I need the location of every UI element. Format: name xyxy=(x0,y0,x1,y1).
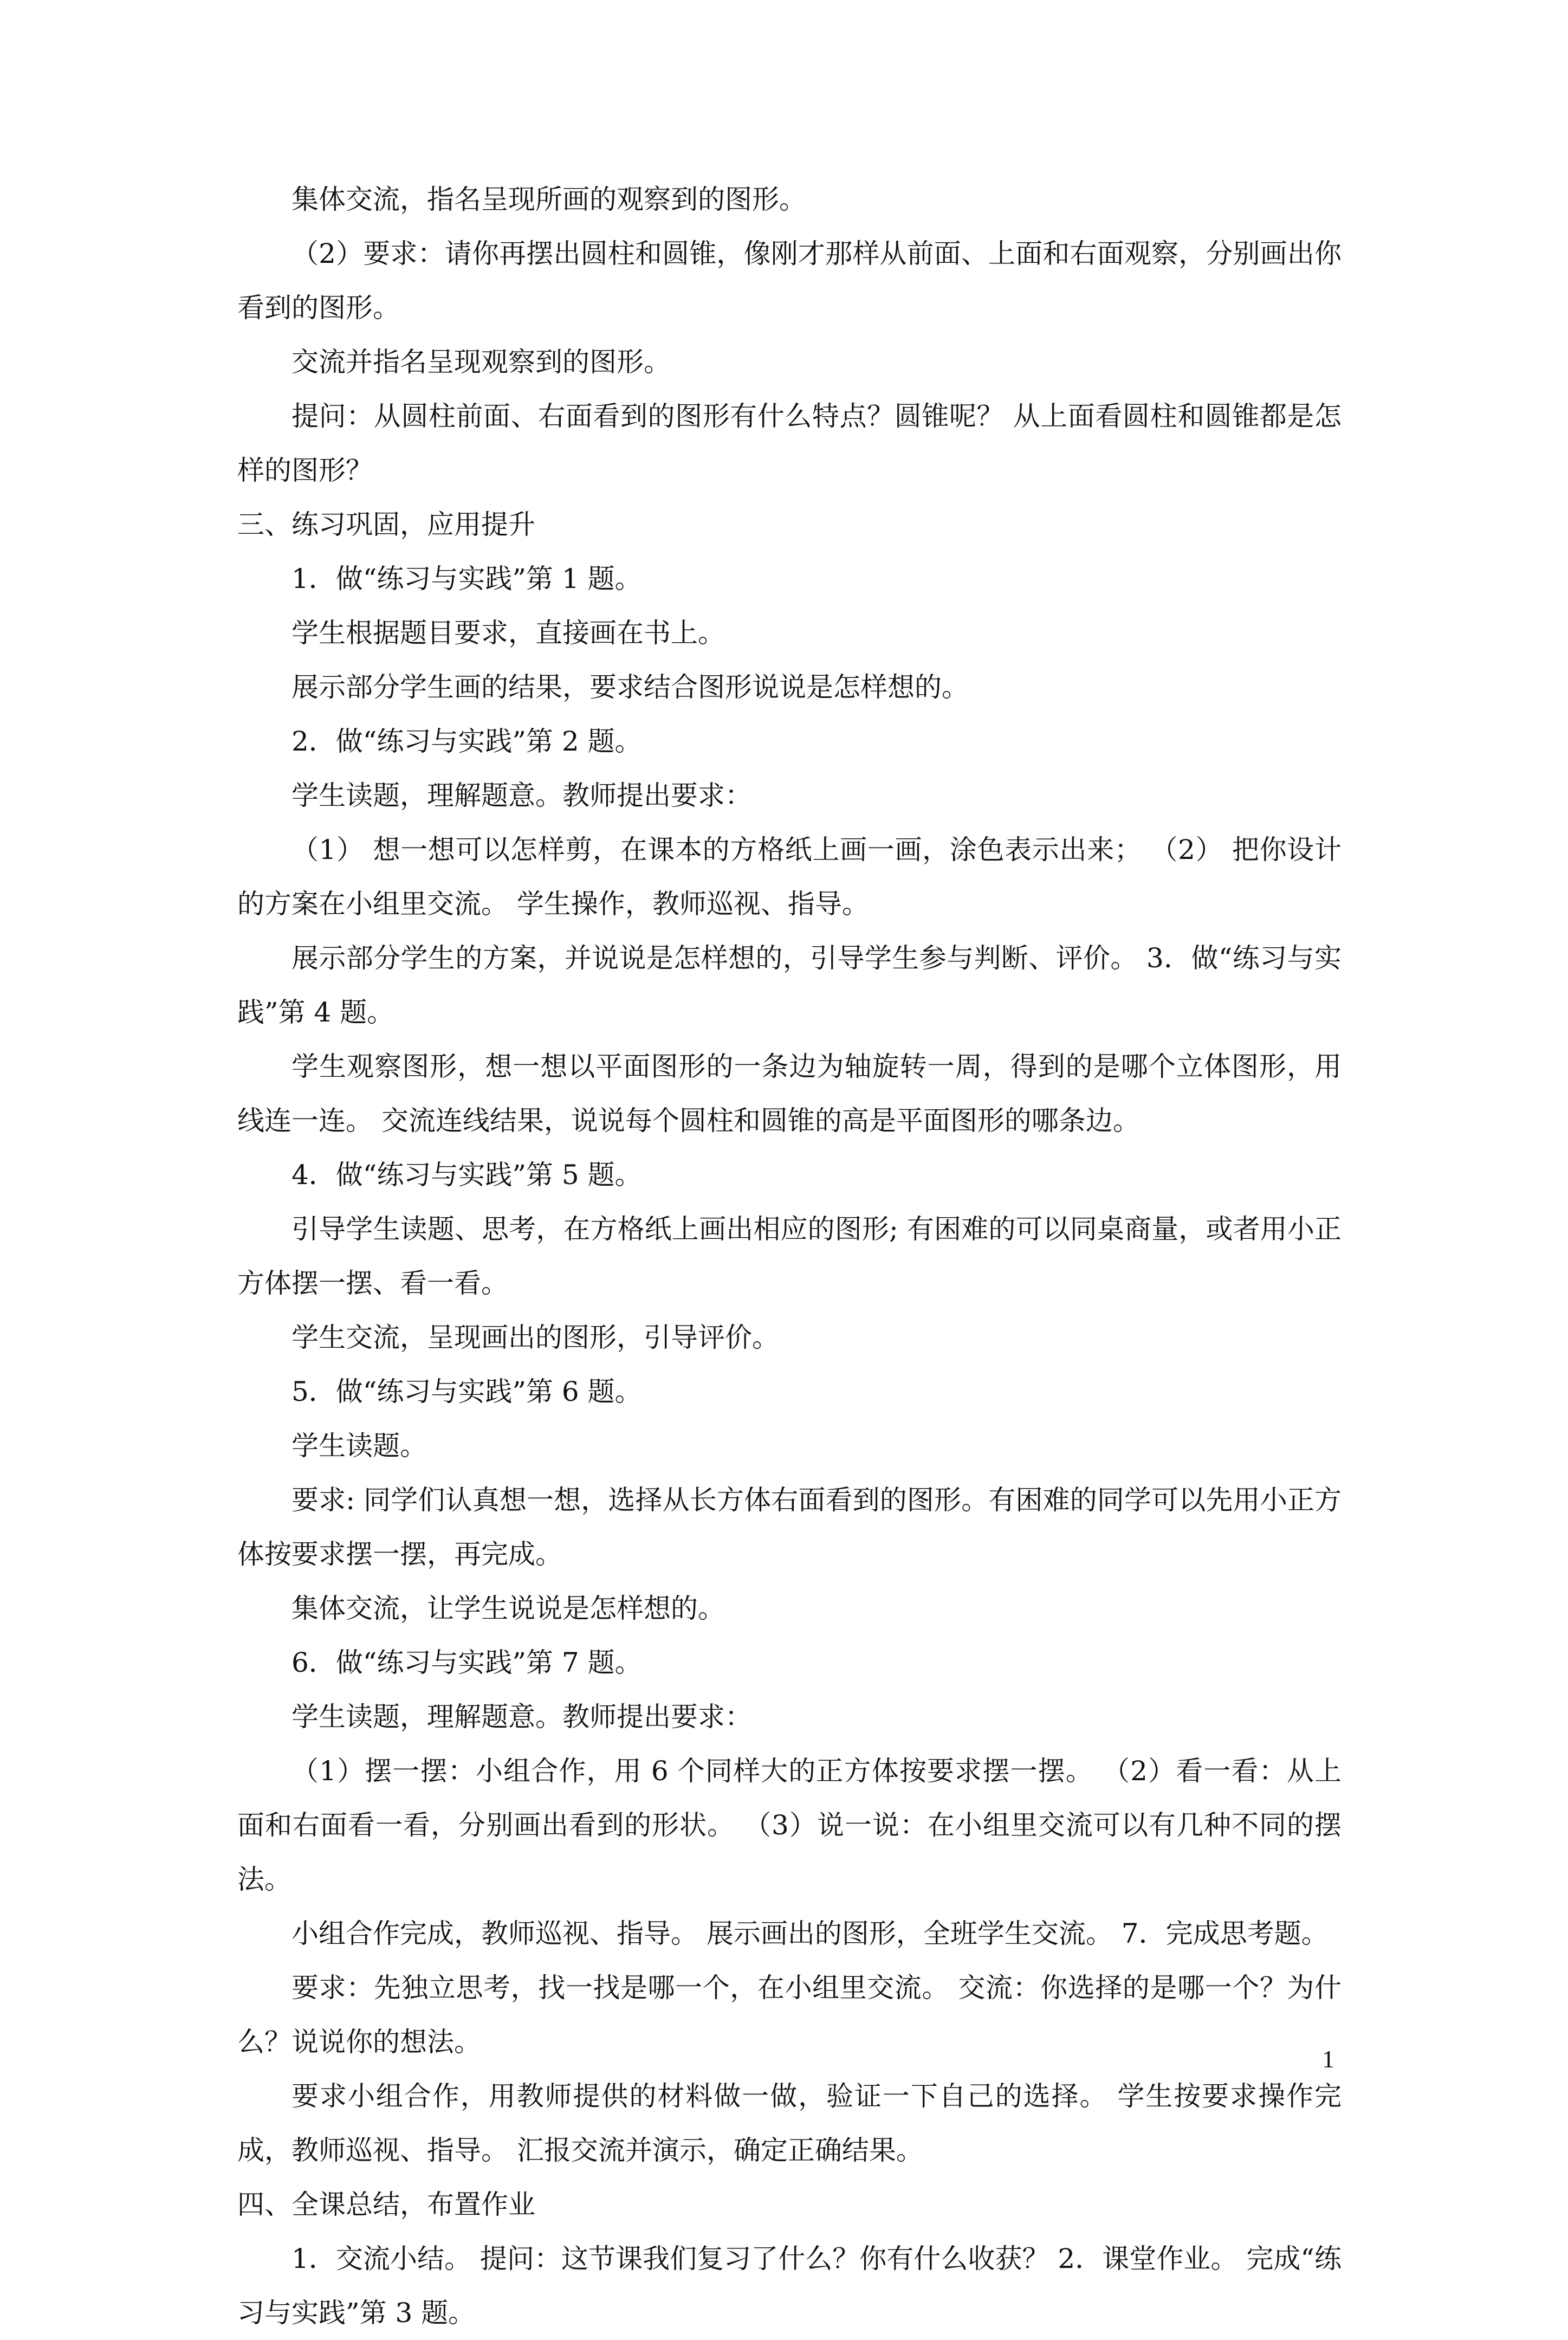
paragraph: 学生读题，理解题意。教师提出要求： xyxy=(291,1701,752,1733)
paragraph: 学生根据题目要求，直接画在书上。 xyxy=(291,617,725,649)
paragraph: 要求：先独立思考，找一找是哪一个，在小组里交流。 交流：你选择的是哪一个？为什么？说说你的想法。 xyxy=(237,1972,1342,2058)
paragraph: 集体交流，让学生说说是怎样想的。 xyxy=(291,1593,725,1624)
paragraph: 学生读题。 xyxy=(291,1430,427,1462)
section-heading: 四、全课总结，布置作业 xyxy=(237,2189,535,2220)
paragraph: 小组合作完成，教师巡视、指导。 展示画出的图形，全班学生交流。 7．完成思考题。 xyxy=(291,1918,1329,1949)
paragraph: 集体交流，指名呈现所画的观察到的图形。 xyxy=(291,184,806,215)
section-heading: 三、练习巩固，应用提升 xyxy=(237,509,535,540)
paragraph: 5．做“练习与实践”第 6 题。 xyxy=(291,1376,642,1407)
paragraph: 6．做“练习与实践”第 7 题。 xyxy=(291,1647,642,1678)
paragraph: 展示部分学生画的结果，要求结合图形说说是怎样想的。 xyxy=(291,671,969,703)
paragraph: 要求: 同学们认真想一想，选择从长方体右面看到的图形。有困难的同学可以先用小正方体按要求摆一摆，再完成。 xyxy=(237,1484,1342,1570)
paragraph: 交流并指名呈现观察到的图形。 xyxy=(291,346,671,378)
page-number: 1 xyxy=(1322,2045,1334,2073)
paragraph: 2．做“练习与实践”第 2 题。 xyxy=(291,726,642,757)
document-body xyxy=(237,172,1342,2340)
paragraph: 学生读题，理解题意。教师提出要求： xyxy=(291,780,752,811)
paragraph: （1） 想一想可以怎样剪，在课本的方格纸上画一画，涂色表示出来； （2） 把你设计的方案在小组里交流。 学生操作，教师巡视、指导。 xyxy=(237,834,1342,920)
paragraph: 引导学生读题、思考，在方格纸上画出相应的图形; 有困难的可以同桌商量，或者用小正方体摆一摆、看一看。 xyxy=(237,1213,1342,1299)
paragraph: 4．做“练习与实践”第 5 题。 xyxy=(291,1159,642,1191)
paragraph: 1．交流小结。 提问：这节课我们复习了什么？你有什么收获？ 2．课堂作业。 完成“练习与实践”第 3 题。 xyxy=(237,2243,1342,2329)
paragraph: （1）摆一摆：小组合作，用 6 个同样大的正方体按要求摆一摆。 （2）看一看：从上面和右面看一看，分别画出看到的形状。 （3）说一说：在小组里交流可以有几种不同的摆法。 xyxy=(237,1755,1342,1895)
paragraph: 学生观察图形，想一想以平面图形的一条边为轴旋转一周，得到的是哪个立体图形，用线连一连。 交流连线结果，说说每个圆柱和圆锥的高是平面图形的哪条边。 xyxy=(237,1051,1342,1136)
paragraph: 展示部分学生的方案，并说说是怎样想的，引导学生参与判断、评价。 3．做“练习与实践”第 4 题。 xyxy=(237,942,1342,1028)
paragraph: 学生交流，呈现画出的图形，引导评价。 xyxy=(291,1322,779,1353)
paragraph: 要求小组合作，用教师提供的材料做一做，验证一下自己的选择。 学生按要求操作完成，教师巡视、指导。 汇报交流并演示，确定正确结果。 xyxy=(237,2080,1342,2166)
paragraph: 提问：从圆柱前面、右面看到的图形有什么特点？圆锥呢？ 从上面看圆柱和圆锥都是怎样的图形？ xyxy=(237,400,1342,486)
paragraph: 1．做“练习与实践”第 1 题。 xyxy=(291,563,642,594)
paragraph: （2）要求：请你再摆出圆柱和圆锥，像刚才那样从前面、上面和右面观察，分别画出你看到的图形。 xyxy=(237,238,1342,324)
